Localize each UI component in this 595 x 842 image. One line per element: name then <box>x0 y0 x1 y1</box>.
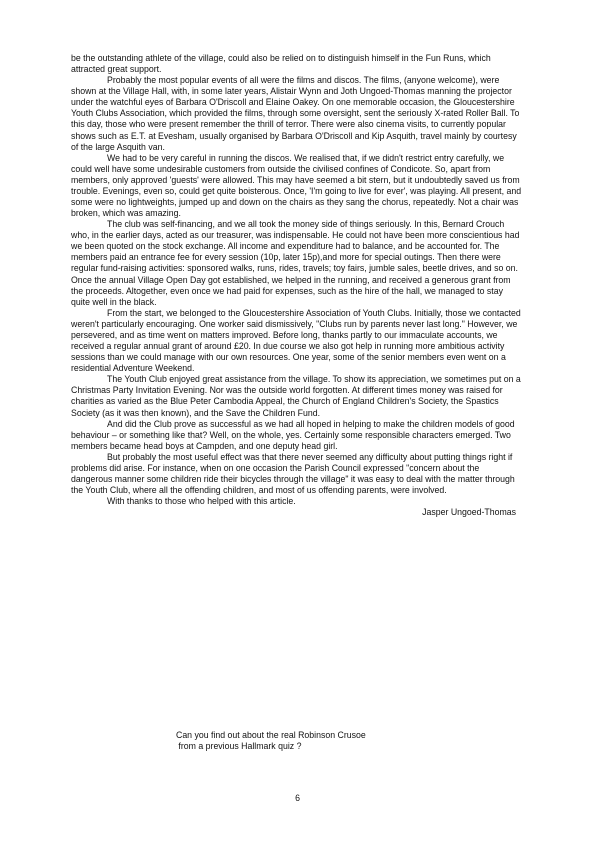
quiz-line-2: from a previous Hallmark quiz ? <box>176 741 302 751</box>
page-number: 6 <box>295 793 300 803</box>
paragraph-finances: The club was self-financing, and we all took the money side of things seriously. In this, Bernard Crouch who, in the earlier days, acted as our treasurer, was indispensable. He could not have been more conscientious had we been quoted on the stock exchange. All income and expenditure had to balance, and be accounted for. The members paid an entrance fee for every session (10p, later 15p),and more for special outings. Then there were regular fund-raising activities: sponsored walks, runs, rides, travels; toy fairs, jumble sales, beetle drives, and so on. Once the annual Village Open Day got established, we helped in the running, and received a generous grant from the proceeds. Altogether, even once we had paid for expenses, such as the hire of the hall, we managed to stay quite well in the black. <box>71 219 520 307</box>
paragraph-village-support: The Youth Club enjoyed great assistance from the village. To show its appreciation, we sometimes put on a Christmas Party Invitation Evening. Nor was the outside world forgotten. At different times money was raised for charities as varied as the Blue Peter Cambodia Appeal, the Church of England Children's Society, the Spastics Society (as it was then known), and the Save the Children Fund. <box>71 374 521 418</box>
paragraph-useful-effect: But probably the most useful effect was that there never seemed any difficulty about putting things right if problems did arise. For instance, when on one occasion the Parish Council expressed "concern about the dangerous manner some children ride their bicycles through the village" it was easy to deal with the matter through the Youth Club, where all the offending children, and most of us offending parents, were involved. <box>71 451 515 496</box>
article-body <box>71 53 523 518</box>
paragraph-continued: be the outstanding athlete of the village, could also be relied on to distinguish himself in the Fun Runs, which attracted great support. <box>71 53 491 75</box>
paragraph-films-discos: Probably the most popular events of all were the films and discos. The films, (anyone welcome), were shown at the Village Hall, with, in some later years, Alistair Wynn and Joth Ungoed-Thomas manning the projector under the watchful eyes of Barbara O'Driscoll and Elaine Oakey. On one memorable occasion, the Gloucestershire Youth Clubs Association, which provided the films, through some oversight, sent the seriously X-rated Roller Ball. To this day, those who were present remember the thrill of terror. There were also cinema visits, to currently popular shows such as E.T. at Evesham, usually organised by Barbara O'Driscoll and Kip Asquith, travel mainly by courtesy of the large Asquith van. <box>71 75 520 152</box>
quiz-prompt <box>176 730 476 752</box>
quiz-line-1: Can you find out about the real Robinson Crusoe <box>176 730 366 740</box>
paragraph-discos: We had to be very careful in running the discos. We realised that, if we didn't restrict entry carefully, we could well have some undesirable customers from outside the civilised confines of Condicote. So, apart from members, only approved 'guests' were allowed. This may have seemed a bit stern, but it undoubtedly saved us from trouble. Evenings, even so, could get quite boisterous. Once, 'I'm going to live for ever', was playing. All present, and some were no lightweights, jumped up and down on the chairs as they sang the chorus, repeatedly. Not a chair was broken, which was amazing. <box>71 152 522 219</box>
paragraph-association: From the start, we belonged to the Gloucestershire Association of Youth Clubs. Initially, those we contacted weren't particularly encouraging. One worker said dismissively, "Clubs run by parents never last long." However, we persevered, and as time went on matters improved. Before long, thanks partly to our immaculate accounts, we received a regular annual grant of around £20. In due course we also got help in running more ambitious activity sessions than we could manage with our own resources. One year, some of the senior members even went on a residential Adventure Weekend. <box>71 307 521 374</box>
paragraph-thanks: With thanks to those who helped with this article. <box>107 496 296 507</box>
author-signature: Jasper Ungoed-Thomas <box>422 507 516 518</box>
paragraph-behaviour: And did the Club prove as successful as we had all hoped in helping to make the children models of good behaviour – or something like that? Well, on the whole, yes. Certainly some responsible characters emerged. Two members became head boys at Campden, and one deputy head girl. <box>71 418 515 451</box>
